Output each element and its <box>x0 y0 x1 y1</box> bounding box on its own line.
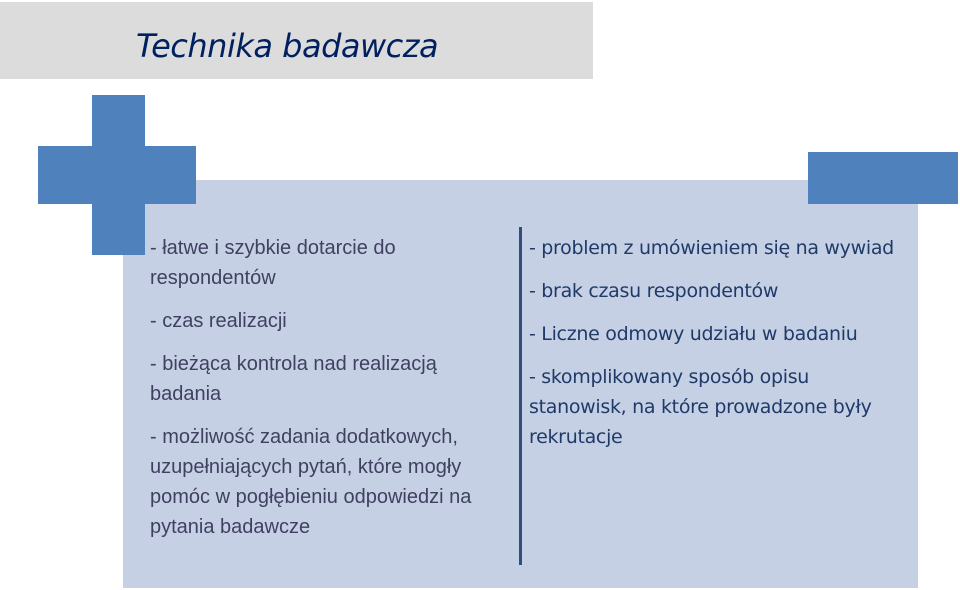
slide-title: Technika badawcza <box>136 27 439 65</box>
column-divider <box>519 227 522 565</box>
advantage-item: - łatwe i szybkie dotarcie do respondentów <box>150 237 396 289</box>
disadvantage-item: - skomplikowany sposób opisu stanowisk, na które prowadzone były rekrutacje <box>529 366 872 448</box>
disadvantages-list <box>529 233 909 465</box>
title-bar <box>0 2 593 79</box>
disadvantage-item: - problem z umówieniem się na wywiad <box>529 237 894 259</box>
advantages-list <box>150 233 510 555</box>
disadvantage-item: - Liczne odmowy udziału w badaniu <box>529 323 858 345</box>
advantage-item: - czas realizacji <box>150 310 287 332</box>
disadvantage-item: - brak czasu respondentów <box>529 280 779 302</box>
minus-icon <box>808 152 958 204</box>
advantage-item: - bieżąca kontrola nad realizacją badania <box>150 353 437 405</box>
plus-icon-bar <box>38 146 196 204</box>
advantage-item: - możliwość zadania dodatkowych, uzupełniających pytań, które mogły pomóc w pogłębieniu odpowiedzi na pytania badawcze <box>150 426 472 538</box>
